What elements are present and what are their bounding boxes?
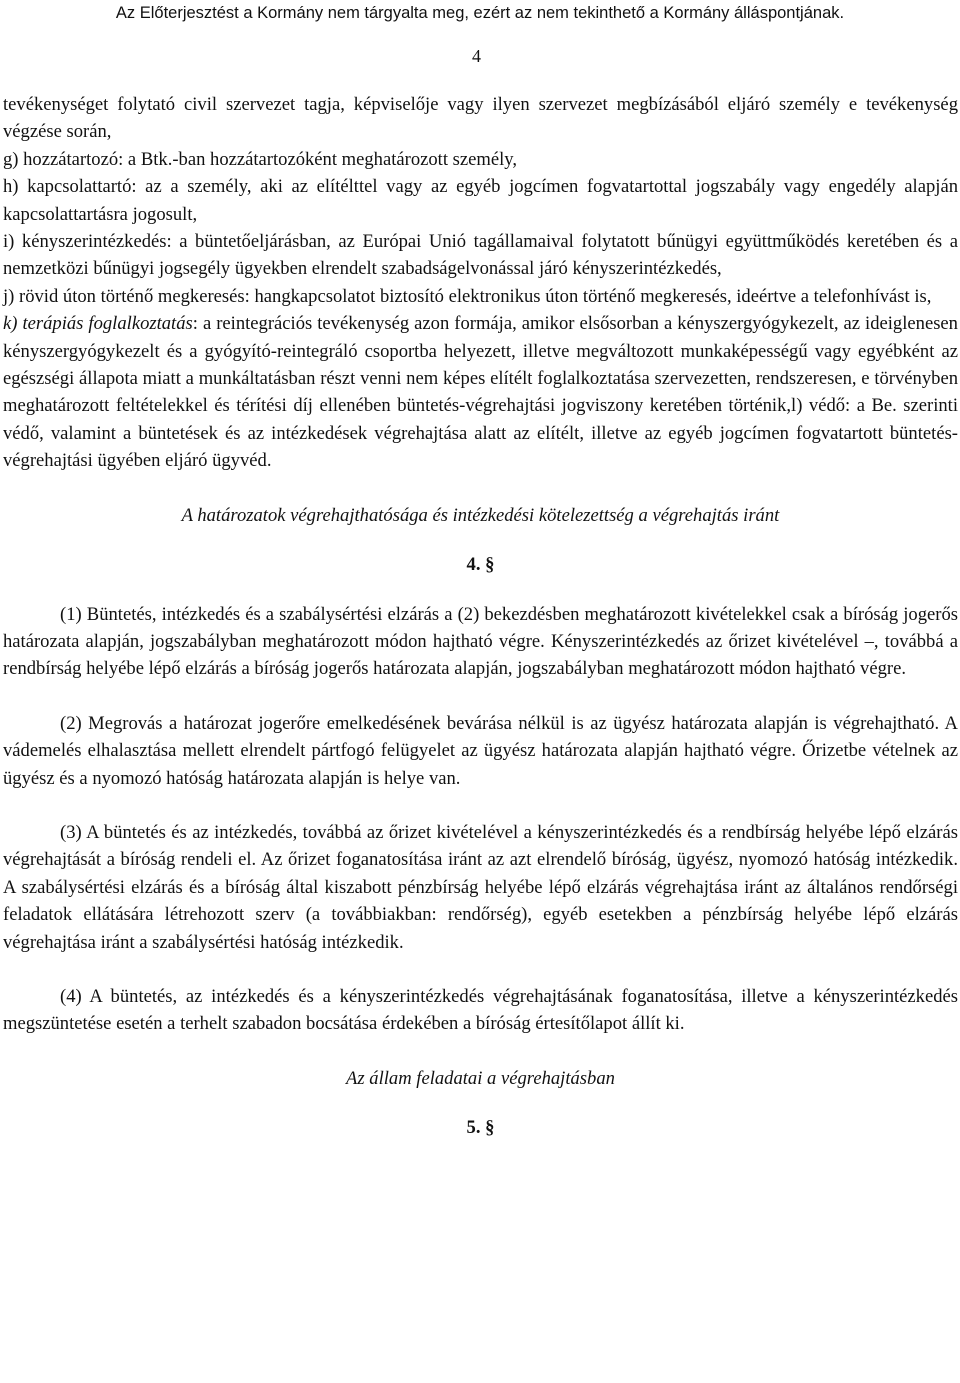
section-symbol-icon: §	[485, 1117, 495, 1139]
section-4-paragraph-4: (4) A büntetés, az intézkedés és a kényszerintézkedés végrehajtásának foganatosítása, illetve a kényszerintézkedés megszüntetése esetén a terhelt szabadon bocsátása érdekében a bíróság értesítőlapot állít ki.	[3, 985, 958, 1035]
section-symbol-icon: §	[485, 554, 495, 576]
section-4-number	[3, 551, 958, 578]
section-5-num: 5.	[466, 1117, 481, 1139]
definition-k-term: k) terápiás foglalkoztatás	[3, 313, 193, 335]
definition-f-continuation: tevékenységet folytató civil szervezet tagja, képviselője vagy ilyen szervezet megbízásából eljáró személy e tevékenység végzése során,	[3, 94, 958, 143]
page-number: 4	[472, 46, 481, 66]
definition-i: i) kényszerintézkedés: a büntetőeljárásban, az Európai Unió tagállamaival folytatott bűnügyi együttműködés keretében és a nemzetközi bűnügyi jogsegély ügyekben elrendelt szabadságelvonással járó kényszerintézkedés,	[3, 231, 958, 280]
section-4-paragraph-2: (2) Megrovás a határozat jogerőre emelkedésének bevárása nélkül is az ügyész határozata alapján is végrehajtható. A vádemelés elhalasztása mellett elrendelt pártfogó felügyelet az ügyész határozata alapján hajtható végre. Őrizetbe vételnek az ügyész és a nyomozó hatóság határozata alapján is helye van.	[3, 712, 958, 789]
section-5-heading: Az állam feladatai a végrehajtásban	[346, 1067, 615, 1089]
section-4-heading: A határozatok végrehajthatósága és intézkedési kötelezettség a végrehajtás iránt	[181, 504, 780, 526]
section-5-number	[3, 1114, 958, 1141]
definition-h: h) kapcsolattartó: az a személy, aki az elítélttel vagy az egyéb jogcímen fogvatartottal jogszabály vagy engedély alapján kapcsolattartásra jogosult,	[3, 176, 958, 225]
definition-k-l	[3, 310, 958, 474]
section-4-num: 4.	[466, 554, 481, 576]
definition-j: j) rövid úton történő megkeresés: hangkapcsolatot biztosító elektronikus úton történő megkeresés, ideértve a telefonhívást is,	[3, 285, 932, 307]
definition-g: g) hozzátartozó: a Btk.-ban hozzátartozóként meghatározott személy,	[3, 148, 518, 170]
definition-k-text: : a reintegrációs tevékenység azon formája, amikor elsősorban a kényszergyógykezelt, az ideiglenesen kényszergyógykezelt és a gyógyító-reintegráló csoportba helyezett, illetve megváltozott munkaképességű vagy egyébként az egészségi állapota miatt a munkáltatásban részt venni nem képes elítélt foglalkoztatása szervezetten, rendszeresen, e törvényben meghatározott feltételekkel és térítési díj ellenében büntetés-végrehajtási jogviszony keretében történik,l) védő: a Be. szerinti védő, valamint a büntetések és az intézkedések végrehajtása alatt az elítélt, illetve az egyéb jogcímen fogvatartott büntetés-végrehajtási ügyében eljáró ügyvéd.	[3, 313, 958, 472]
section-4-paragraph-3: (3) A büntetés és az intézkedés, továbbá az őrizet kivételével a kényszerintézkedés és a rendbírság helyébe lépő elzárás végrehajtását a bíróság rendeli el. Az őrizet foganatosítása iránt az azt elrendelő bíróság, ügyész, nyomozó hatóság intézkedik. A szabálysértési elzárás és a bíróság által kiszabott pénzbírság helyébe lépő elzárás végrehajtása iránt az általános rendőrségi feladatok ellátására létrehozott szerv (a továbbiakban: rendőrség), egyéb esetekben a pénzbírság helyébe lépő elzárás végrehajtása iránt a szabálysértési hatóság intézkedik.	[3, 821, 958, 953]
page-disclaimer-header: Az Előterjesztést a Kormány nem tárgyalta meg, ezért az nem tekinthető a Kormány álláspontjának.	[115, 4, 845, 22]
document-body	[3, 91, 958, 1142]
section-4-paragraph-1: (1) Büntetés, intézkedés és a szabálysértési elzárás a (2) bekezdésben meghatározott kivételekkel csak a bíróság jogerős határozata alapján, jogszabályban meghatározott módon hajtható végre. Kényszerintézkedés az őrizet kivételével –, továbbá a rendbírság helyébe lépő elzárás a bíróság jogerős határozata alapján, jogszabályban meghatározott módon hajtható végre.	[3, 603, 958, 680]
